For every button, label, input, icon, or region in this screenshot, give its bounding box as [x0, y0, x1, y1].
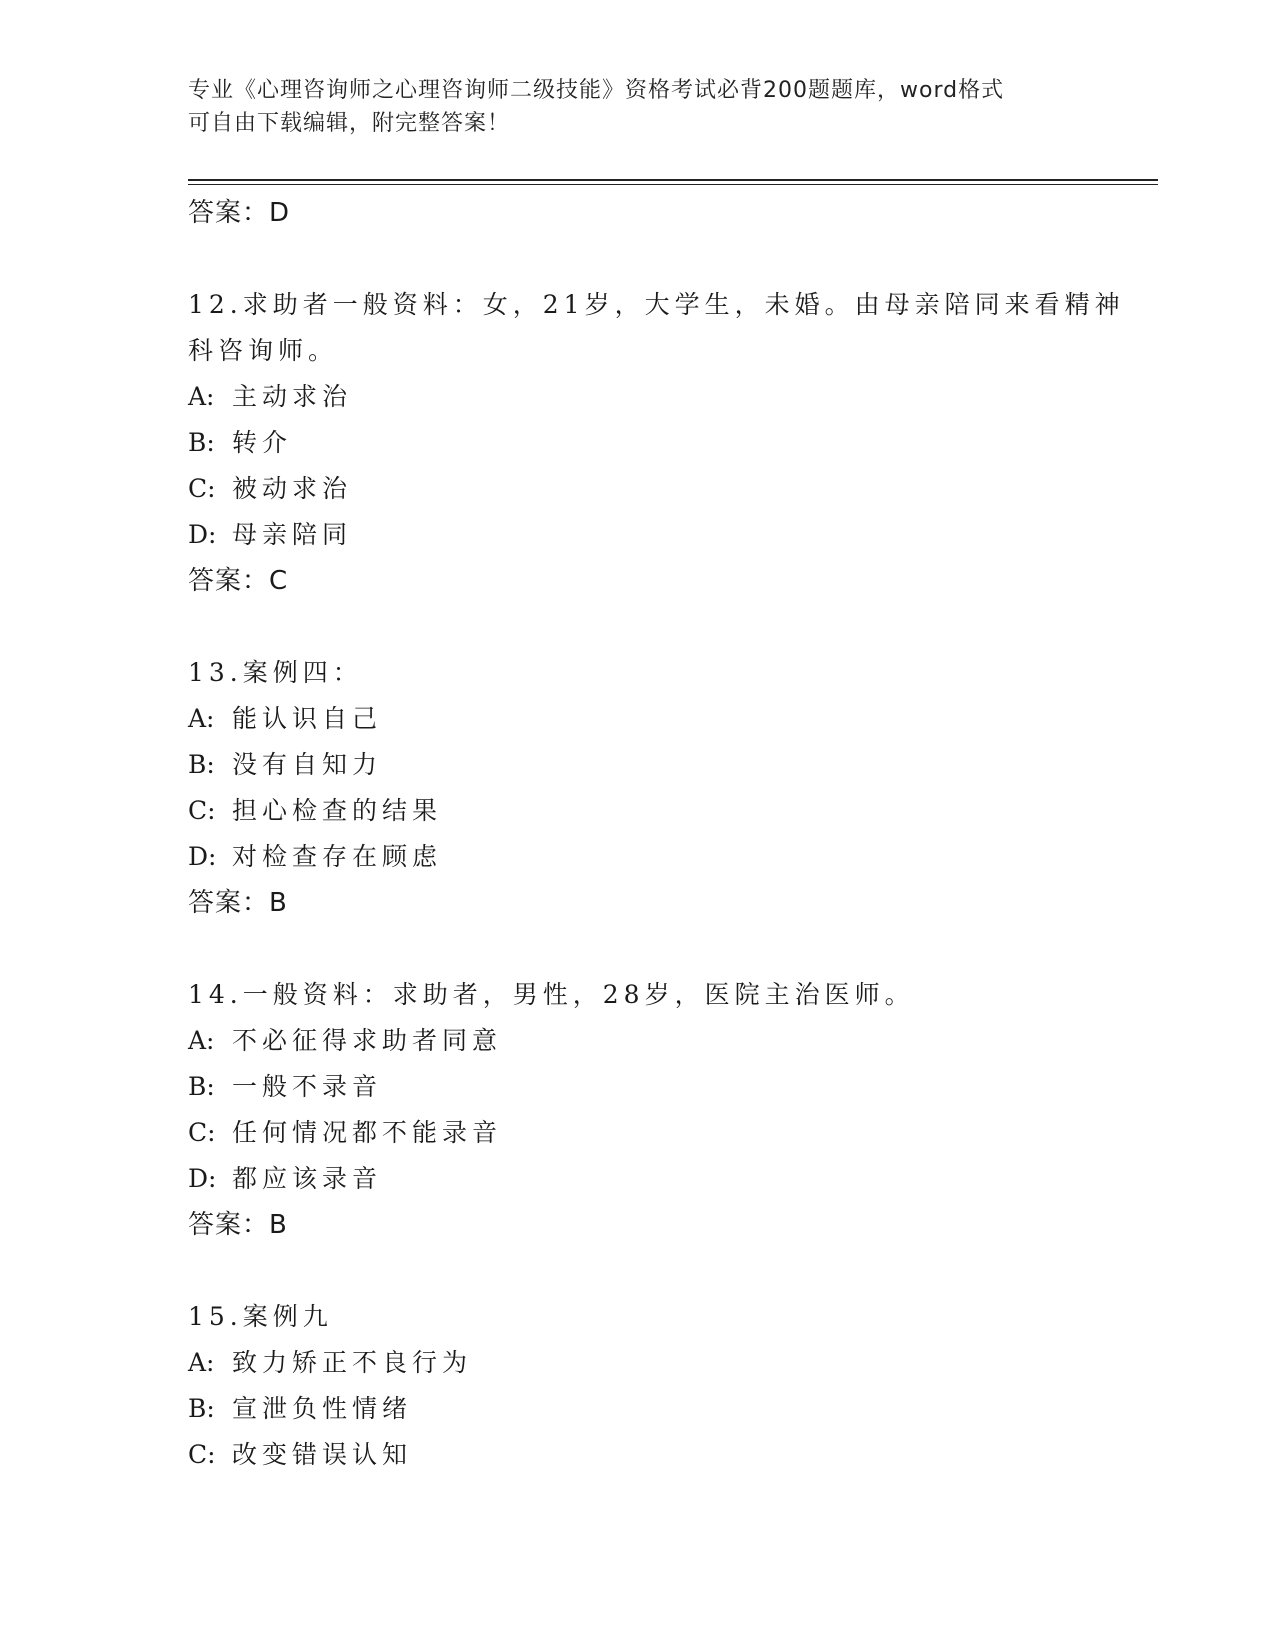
option-b — [188, 1064, 1128, 1110]
header-line-2: 可自由下载编辑，附完整答案！ — [188, 111, 511, 136]
option-letter: C: — [188, 1440, 216, 1469]
option-text: 改变错误认知 — [232, 1440, 413, 1469]
question-block — [188, 1294, 1128, 1478]
answer-line: 答案：D — [188, 198, 291, 228]
document-header — [188, 74, 1088, 140]
option-text: 都应该录音 — [232, 1164, 383, 1193]
option-text: 对检查存在顾虑 — [232, 842, 443, 871]
option-text: 宣泄负性情绪 — [232, 1394, 413, 1423]
spacer — [188, 926, 1128, 972]
question-stem: 14.一般资料：求助者，男性，28岁，医院主治医师。 — [188, 980, 915, 1009]
question-stem: 科咨询师。 — [188, 336, 339, 365]
option-letter: B: — [188, 750, 215, 779]
option-text: 主动求治 — [232, 382, 353, 411]
option-c — [188, 466, 1128, 512]
option-c — [188, 1110, 1128, 1156]
option-letter: B: — [188, 428, 215, 457]
option-b — [188, 1386, 1128, 1432]
option-b — [188, 742, 1128, 788]
option-text: 担心检查的结果 — [232, 796, 443, 825]
option-letter: A: — [188, 704, 215, 733]
option-text: 转介 — [232, 428, 293, 457]
option-c — [188, 1432, 1128, 1478]
option-text: 一般不录音 — [232, 1072, 383, 1101]
option-a — [188, 374, 1128, 420]
option-text: 任何情况都不能录音 — [232, 1118, 503, 1147]
spacer — [188, 604, 1128, 650]
option-b — [188, 420, 1128, 466]
option-letter: C: — [188, 1118, 216, 1147]
option-letter: B: — [188, 1394, 215, 1423]
option-c — [188, 788, 1128, 834]
header-rule-thin — [188, 184, 1158, 185]
option-letter: C: — [188, 474, 216, 503]
question-block — [188, 972, 1128, 1248]
option-letter: D: — [188, 1164, 217, 1193]
question-stem: 13.案例四： — [188, 658, 363, 687]
option-letter: A: — [188, 382, 215, 411]
option-letter: A: — [188, 1348, 215, 1377]
option-d — [188, 512, 1128, 558]
question-block — [188, 650, 1128, 926]
option-letter: C: — [188, 796, 216, 825]
option-a — [188, 1340, 1128, 1386]
option-a — [188, 1018, 1128, 1064]
option-text: 母亲陪同 — [232, 520, 353, 549]
option-text: 致力矫正不良行为 — [232, 1348, 473, 1377]
option-d — [188, 1156, 1128, 1202]
spacer — [188, 236, 1128, 282]
option-text: 能认识自己 — [232, 704, 383, 733]
answer-line: 答案：B — [188, 888, 288, 918]
option-text: 不必征得求助者同意 — [232, 1026, 503, 1055]
option-d — [188, 834, 1128, 880]
option-letter: D: — [188, 842, 217, 871]
header-line-1: 专业《心理咨询师之心理咨询师二级技能》资格考试必背200题题库，word格式 — [188, 78, 1005, 103]
header-rule-thick — [188, 179, 1158, 181]
option-letter: A: — [188, 1026, 215, 1055]
option-letter: B: — [188, 1072, 215, 1101]
question-stem: 12.求助者一般资料：女，21岁，大学生，未婚。由母亲陪同来看精神 — [188, 290, 1125, 319]
option-a — [188, 696, 1128, 742]
option-text: 被动求治 — [232, 474, 353, 503]
spacer — [188, 1248, 1128, 1294]
answer-line: 答案：C — [188, 566, 289, 596]
option-letter: D: — [188, 520, 217, 549]
question-block — [188, 282, 1128, 604]
question-list — [188, 190, 1128, 1478]
question-stem: 15.案例九 — [188, 1302, 333, 1331]
answer-line: 答案：B — [188, 1210, 288, 1240]
option-text: 没有自知力 — [232, 750, 383, 779]
